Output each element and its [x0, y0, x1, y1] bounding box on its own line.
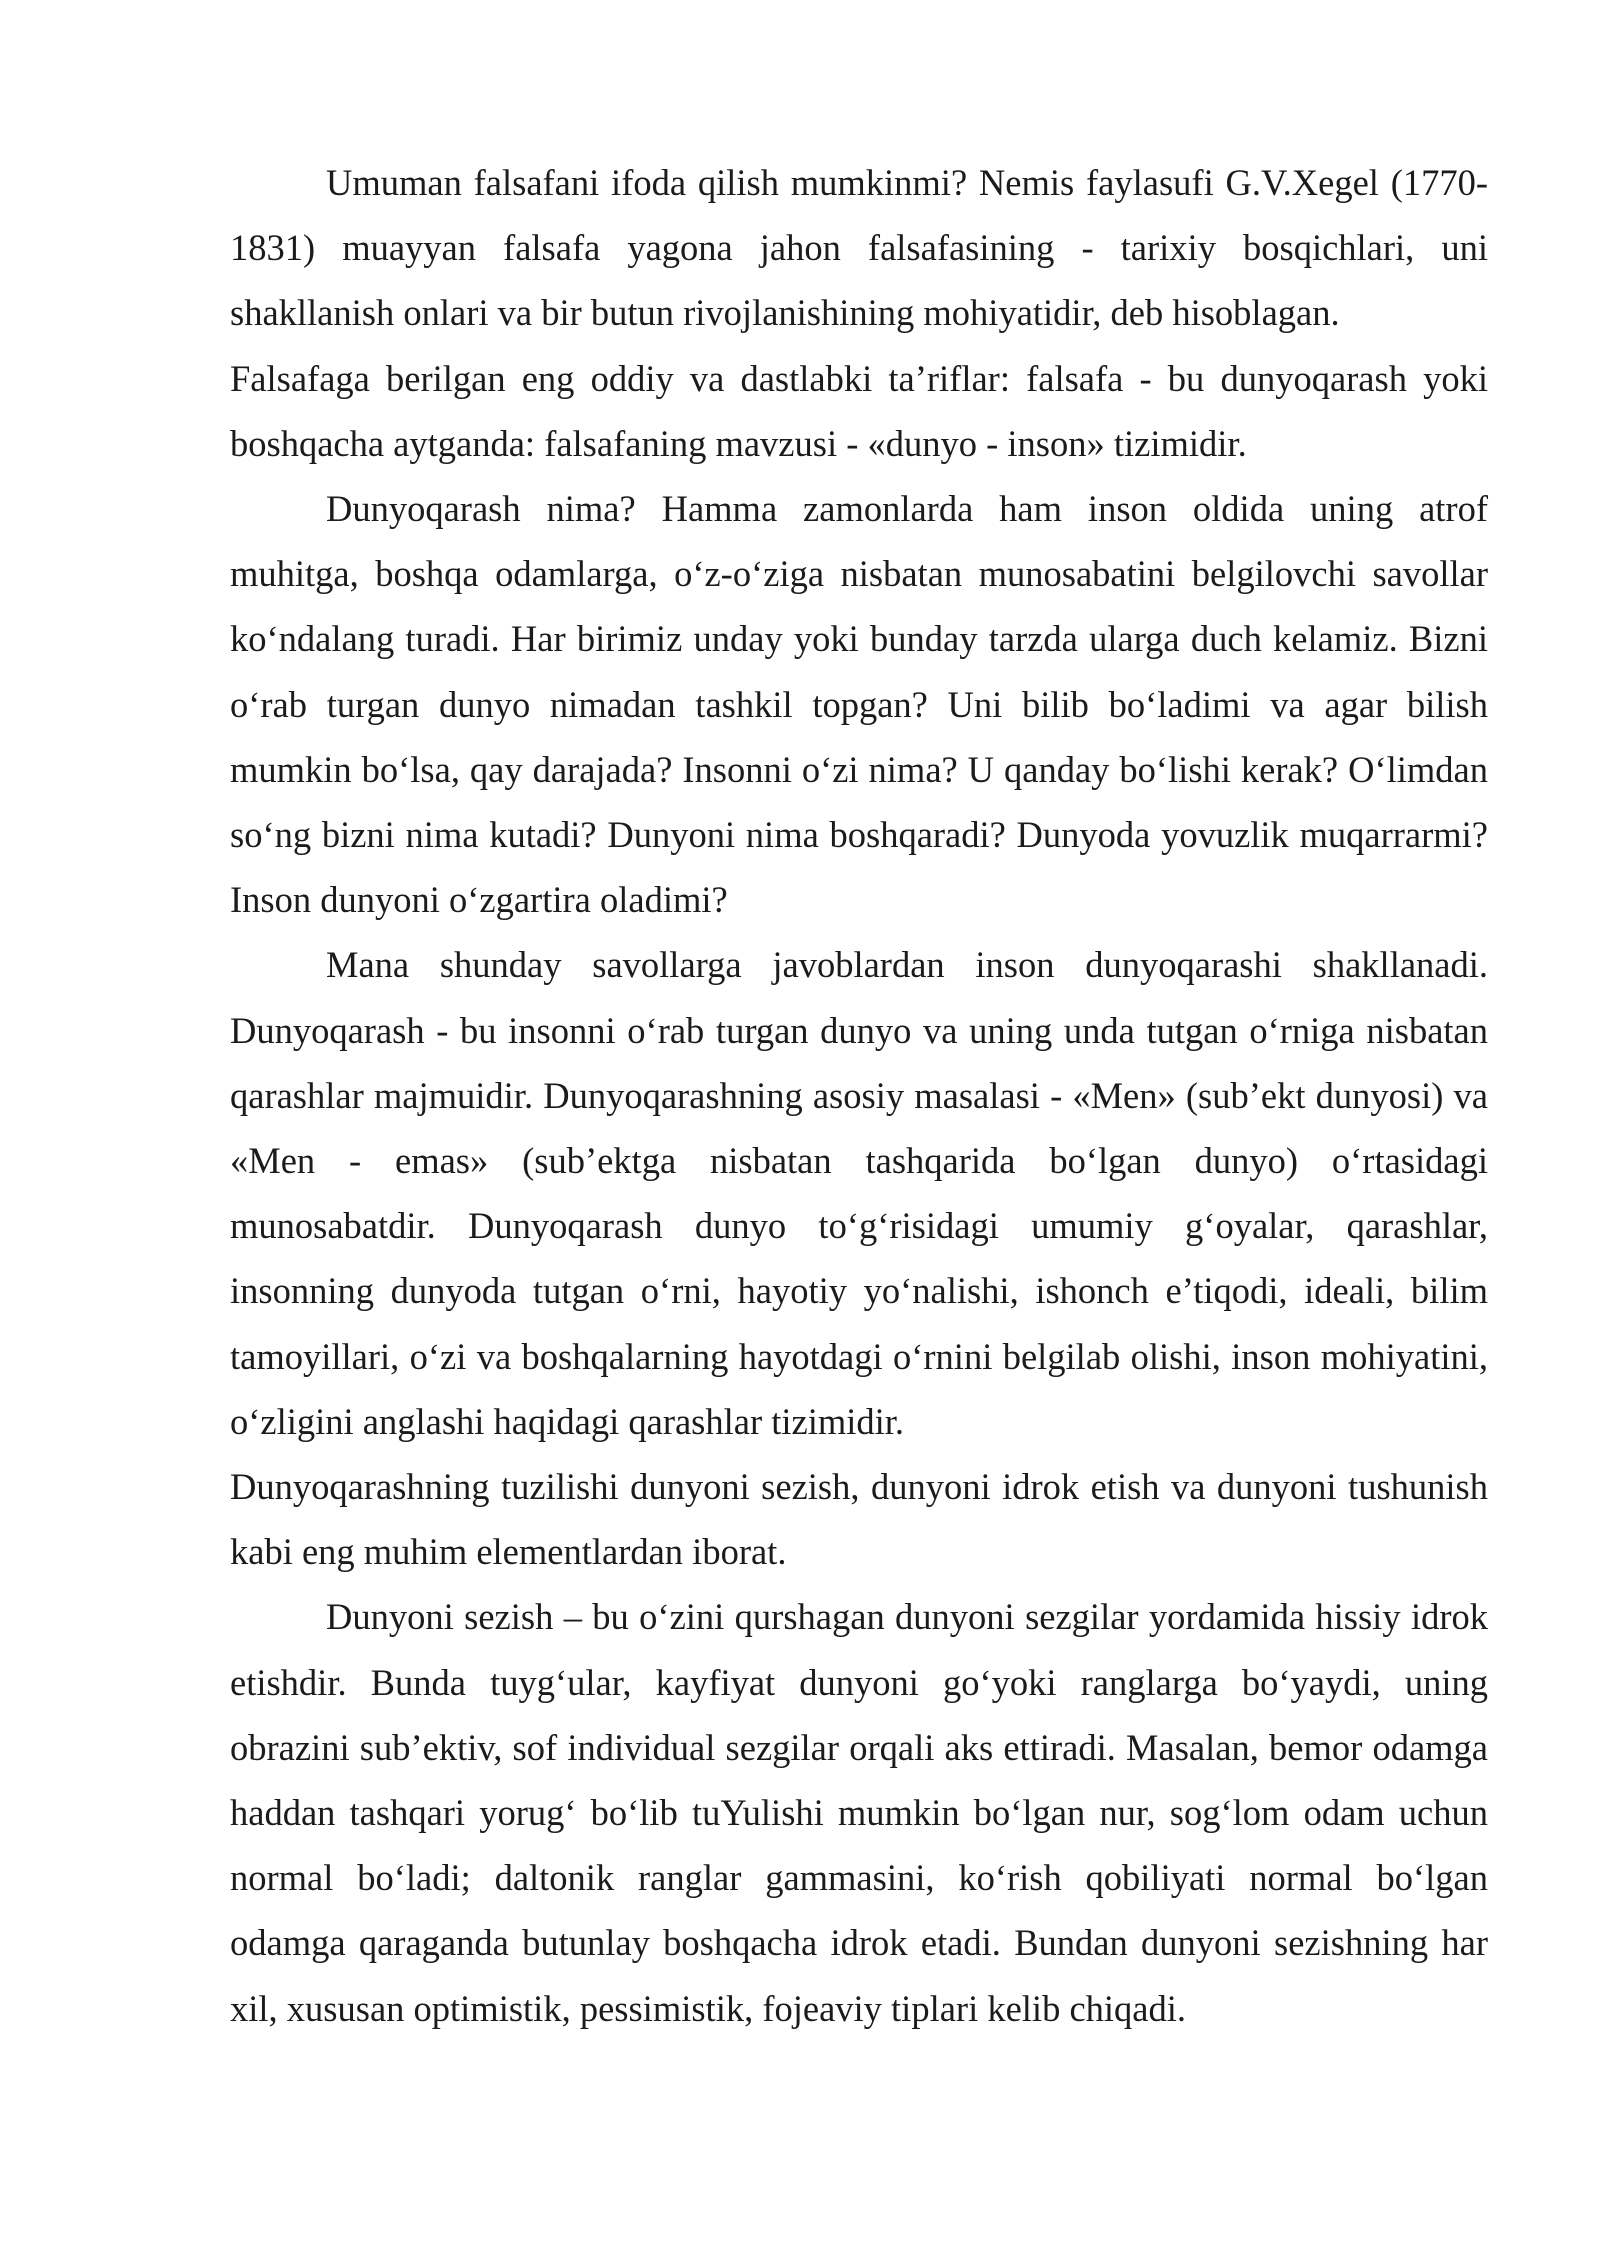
paragraph-4: Mana shunday savollarga javoblardan inson dunyoqarashi shakllanadi. Dunyoqarash - bu insonni o‘rab turgan dunyo va uning unda tutgan o‘rniga nisbatan qarashlar majmuidir. Dunyoqarashning asosiy masalasi - «Men» (sub’ekt dunyosi) va «Men - emas» (sub’ektga nisbatan tashqarida bo‘lgan dunyo) o‘rtasidagi munosabatdir. Dunyoqarash dunyo to‘g‘risidagi umumiy g‘oyalar, qarashlar, insonning dunyoda tutgan o‘rni, hayotiy yo‘nalishi, ishonch e’tiqodi, ideali, bilim tamoyillari, o‘zi va boshqalarning hayotdagi o‘rnini belgilab olishi, inson mohiyatini, o‘zligini anglashi haqidagi qarashlar tizimidir.	[230, 944, 1488, 1442]
paragraph-3: Dunyoqarash nima? Hamma zamonlarda ham inson oldida uning atrof muhitga, boshqa odamlarga, o‘z-o‘ziga nisbatan munosabatini belgilovchi savollar ko‘ndalang turadi. Har birimiz unday yoki bunday tarzda ularga duch kelamiz. Bizni o‘rab turgan dunyo nimadan tashkil topgan? Uni bilib bo‘ladimi va agar bilish mumkin bo‘lsa, qay darajada? Insonni o‘zi nima? U qanday bo‘lishi kerak? O‘limdan so‘ng bizni nima kutadi? Dunyoni nima boshqaradi? Dunyoda yovuzlik muqarrarmi? Inson dunyoni o‘zgartira oladimi?	[230, 488, 1488, 921]
paragraph-1: Umuman falsafani ifoda qilish mumkinmi? Nemis faylasufi G.V.Xegel (1770-1831) muayyan falsafa yagona jahon falsafasining - tarixiy bosqichlari, uni shakllanish onlari va bir butun rivojlanishining mohiyatidir, deb hisoblagan.	[230, 162, 1488, 334]
paragraph-5: Dunyoqarashning tuzilishi dunyoni sezish, dunyoni idrok etish va dunyoni tushunish kabi eng muhim elementlardan iborat.	[230, 1466, 1488, 1573]
paragraph-2: Falsafaga berilgan eng oddiy va dastlabki ta’riflar: falsafa - bu dunyoqarash yoki boshqacha aytganda: falsafaning mavzusi - «dunyo - inson» tizimidir.	[230, 357, 1488, 464]
paragraph-6: Dunyoni sezish – bu o‘zini qurshagan dunyoni sezgilar yordamida hissiy idrok etishdir. Bunda tuyg‘ular, kayfiyat dunyoni go‘yoki ranglarga bo‘yaydi, uning obrazini sub’ektiv, sof individual sezgilar orqali aks ettiradi. Masalan, bemor odamga haddan tashqari yorug‘ bo‘lib tuYulishi mumkin bo‘lgan nur, sog‘lom odam uchun normal bo‘ladi; daltonik ranglar gammasini, ko‘rish qobiliyati normal bo‘lgan odamga qaraganda butunlay boshqacha idrok etadi. Bundan dunyoni sezishning har xil, xususan optimistik, pessimistik, fojeaviy tiplari kelib chiqadi.	[230, 1596, 1488, 2029]
document-body	[230, 150, 1488, 2041]
